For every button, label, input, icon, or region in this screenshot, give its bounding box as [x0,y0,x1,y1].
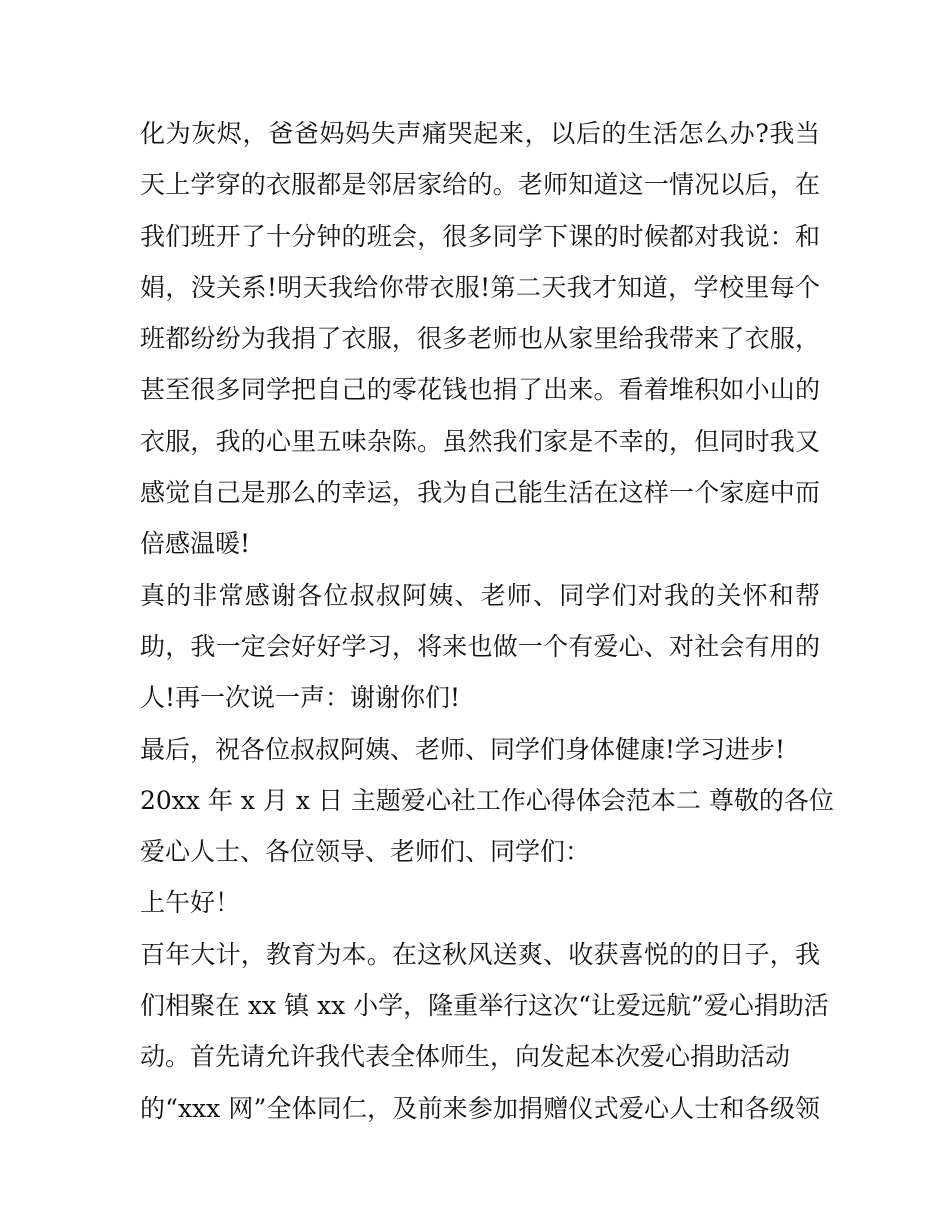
text-line: 甚至很多同学把自己的零花钱也捐了出来。看着堆积如小山的 [140,375,820,405]
text-line: 百年大计，教育为本。在这秋风送爽、收获喜悦的的日子，我 [140,939,820,969]
text-line: 我们班开了十分钟的班会，很多同学下课的时候都对我说：和 [140,221,820,251]
text-line: 们相聚在 xx 镇 xx 小学，隆重举行这次“让爱远航”爱心捐助活 [140,991,829,1021]
text-line: 真的非常感谢各位叔叔阿姨、老师、同学们对我的关怀和帮 [140,580,820,610]
text-line: 娟，没关系!明天我给你带衣服!第二天我才知道，学校里每个 [140,272,820,302]
text-line: 20xx 年 x 月 x 日 主题爱心社工作心得体会范本二 尊敬的各位 [140,785,834,815]
text-line: 助，我一定会好好学习，将来也做一个有爱心、对社会有用的 [140,631,820,661]
text-line: 化为灰烬，爸爸妈妈失声痛哭起来，以后的生活怎么办?我当 [140,119,820,148]
text-line: 上午好！ [140,888,241,918]
text-line: 倍感温暖! [140,529,251,559]
text-line: 天上学穿的衣服都是邻居家给的。老师知道这一情况以后，在 [140,170,820,200]
text-line: 最后，祝各位叔叔阿姨、老师、同学们身体健康!学习进步! [140,734,786,764]
document-body [140,108,834,1134]
text-line: 班都纷纷为我捐了衣服，很多老师也从家里给我带来了衣服， [140,324,820,354]
text-line: 的“xxx 网”全体同仁，及前来参加捐赠仪式爱心人士和各级领 [140,1093,820,1123]
text-line: 人!再一次说一声：谢谢你们! [140,683,461,713]
text-line: 衣服，我的心里五味杂陈。虽然我们家是不幸的，但同时我又 [140,426,820,456]
text-line: 动。首先请允许我代表全体师生，向发起本次爱心捐助活动 [140,1042,791,1072]
text-line: 感觉自己是那么的幸运，我为自己能生活在这样一个家庭中而 [140,478,820,508]
text-line: 爱心人士、各位领导、老师们、同学们： [140,837,591,867]
